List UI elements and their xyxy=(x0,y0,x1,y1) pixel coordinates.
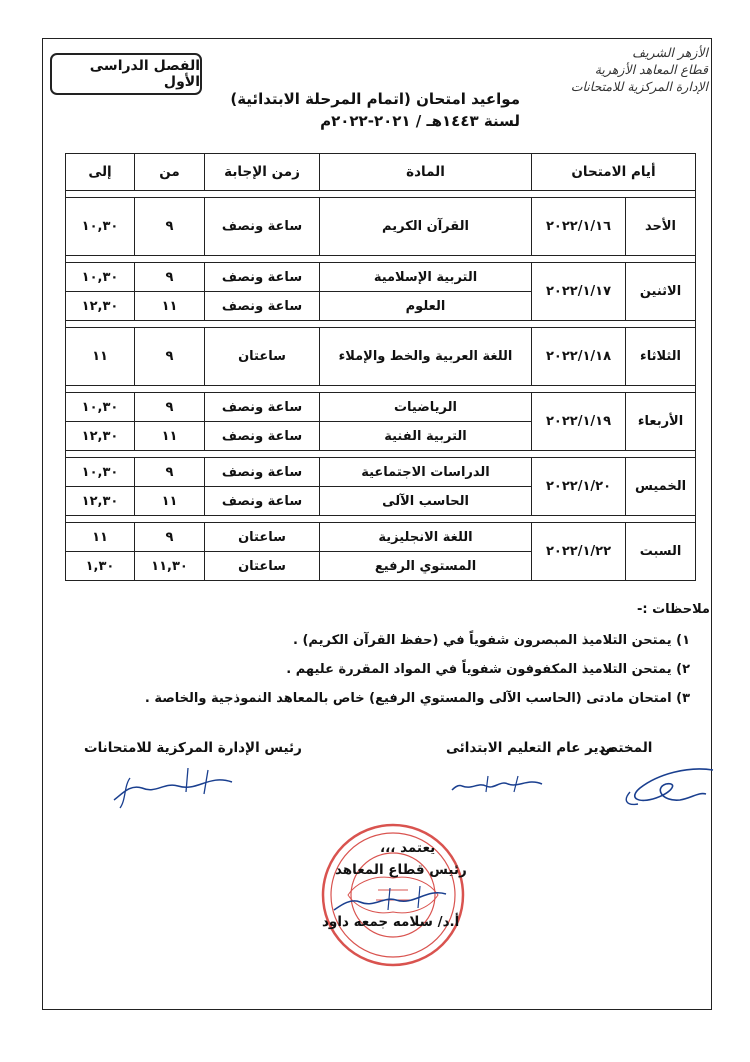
table-row xyxy=(66,523,696,552)
table-row xyxy=(66,198,696,256)
table-header-row xyxy=(66,154,696,191)
to-cell: ١٠,٣٠ xyxy=(66,198,135,256)
to-cell: ١٢,٣٠ xyxy=(66,292,135,321)
table-row xyxy=(66,263,696,292)
approver-signature-icon xyxy=(330,884,450,914)
org-line-3: الإدارة المركزية للامتحانات xyxy=(570,79,708,94)
signature-title-director: مدير عام التعليم الابتدائى xyxy=(446,740,615,756)
subject-cell: التربية الفنية xyxy=(320,422,532,451)
subject-cell: الدراسات الاجتماعية xyxy=(320,458,532,487)
from-cell: ١١ xyxy=(135,487,205,516)
approver-title: رئيس قطاع المعاهد xyxy=(335,862,467,878)
from-cell: ١١ xyxy=(135,292,205,321)
day-cell: السبت xyxy=(626,523,696,581)
specialist-signature-icon xyxy=(618,762,718,808)
signature-title-specialist: المختص xyxy=(600,740,653,756)
from-cell: ٩ xyxy=(135,458,205,487)
semester-label: الفصل الدراسى الأول xyxy=(50,53,202,95)
exam-schedule-table xyxy=(65,153,696,581)
from-cell: ١١,٣٠ xyxy=(135,552,205,581)
org-line-2: قطاع المعاهد الأزهرية xyxy=(594,62,708,77)
notes-title: ملاحظات :- xyxy=(636,602,710,617)
approver-name: أ.د/ سلامه جمعه داود xyxy=(322,914,460,930)
to-cell: ١٠,٣٠ xyxy=(66,458,135,487)
date-cell: ٢٠٢٢/١/١٧ xyxy=(532,263,626,321)
header-from: من xyxy=(135,154,205,191)
head-signature-icon xyxy=(108,764,238,812)
note-item: ٣) امتحان مادتى (الحاسب الآلى والمستوي الرفيع) خاص بالمعاهد النموذجية والخاصة . xyxy=(144,691,690,706)
to-cell: ١٢,٣٠ xyxy=(66,422,135,451)
day-cell: الأربعاء xyxy=(626,393,696,451)
from-cell: ٩ xyxy=(135,393,205,422)
to-cell: ١١ xyxy=(66,328,135,386)
signature-title-head: رئيس الإدارة المركزية للامتحانات xyxy=(84,740,302,756)
date-cell: ٢٠٢٢/١/١٦ xyxy=(532,198,626,256)
date-cell: ٢٠٢٢/١/٢٠ xyxy=(532,458,626,516)
from-cell: ٩ xyxy=(135,263,205,292)
subject-cell: المستوي الرفيع xyxy=(320,552,532,581)
to-cell: ١٠,٣٠ xyxy=(66,393,135,422)
duration-cell: ساعة ونصف xyxy=(205,458,320,487)
to-cell: ١١ xyxy=(66,523,135,552)
subject-cell: العلوم xyxy=(320,292,532,321)
document-year: لسنة ١٤٤٣هـ / ٢٠٢١-٢٠٢٢م xyxy=(320,112,520,130)
from-cell: ٩ xyxy=(135,523,205,552)
subject-cell: التربية الإسلامية xyxy=(320,263,532,292)
table-row xyxy=(66,458,696,487)
note-item: ٢) يمتحن التلاميذ المكفوفون شفوياً في المواد المقررة عليهم . xyxy=(286,662,690,677)
header-duration: زمن الإجابة xyxy=(205,154,320,191)
duration-cell: ساعتان xyxy=(205,328,320,386)
duration-cell: ساعة ونصف xyxy=(205,393,320,422)
header-to: إلى xyxy=(66,154,135,191)
from-cell: ٩ xyxy=(135,328,205,386)
to-cell: ١,٣٠ xyxy=(66,552,135,581)
date-cell: ٢٠٢٢/١/١٩ xyxy=(532,393,626,451)
duration-cell: ساعة ونصف xyxy=(205,292,320,321)
subject-cell: اللغة العربية والخط والإملاء xyxy=(320,328,532,386)
to-cell: ١٢,٣٠ xyxy=(66,487,135,516)
director-signature-icon xyxy=(448,770,546,796)
day-cell: الثلاثاء xyxy=(626,328,696,386)
duration-cell: ساعتان xyxy=(205,552,320,581)
approval-label: يعتمد ،،، xyxy=(380,840,436,856)
subject-cell: الرياضيات xyxy=(320,393,532,422)
duration-cell: ساعة ونصف xyxy=(205,263,320,292)
from-cell: ١١ xyxy=(135,422,205,451)
to-cell: ١٠,٣٠ xyxy=(66,263,135,292)
day-cell: الاثنين xyxy=(626,263,696,321)
date-cell: ٢٠٢٢/١/٢٢ xyxy=(532,523,626,581)
from-cell: ٩ xyxy=(135,198,205,256)
header-subject: المادة xyxy=(320,154,532,191)
document-title: مواعيد امتحان (اتمام المرحلة الابتدائية) xyxy=(230,90,520,108)
duration-cell: ساعة ونصف xyxy=(205,422,320,451)
table-row xyxy=(66,393,696,422)
day-cell: الخميس xyxy=(626,458,696,516)
organization-header xyxy=(528,44,708,95)
subject-cell: اللغة الانجليزية xyxy=(320,523,532,552)
note-item: ١) يمتحن التلاميذ المبصرون شفوياً في (حفظ القرآن الكريم) . xyxy=(293,633,690,648)
org-line-1: الأزهر الشريف xyxy=(632,45,708,60)
header-days: أيام الامتحان xyxy=(532,154,696,191)
subject-cell: القرآن الكريم xyxy=(320,198,532,256)
day-cell: الأحد xyxy=(626,198,696,256)
duration-cell: ساعتان xyxy=(205,523,320,552)
duration-cell: ساعة ونصف xyxy=(205,198,320,256)
subject-cell: الحاسب الآلى xyxy=(320,487,532,516)
duration-cell: ساعة ونصف xyxy=(205,487,320,516)
date-cell: ٢٠٢٢/١/١٨ xyxy=(532,328,626,386)
table-row xyxy=(66,328,696,386)
